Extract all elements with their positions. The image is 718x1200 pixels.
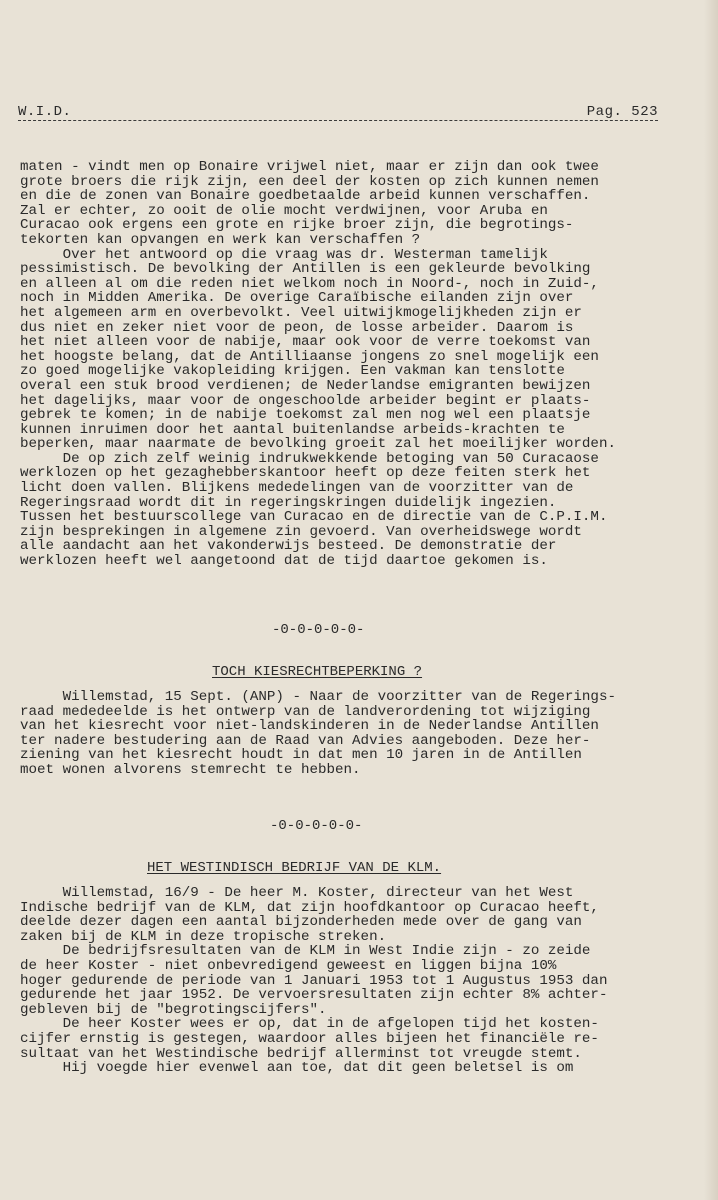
text-line: het dagelijks, maar voor de ongeschoolde arbeider begint er plaats- <box>20 392 591 409</box>
text-line: Regeringsraad wordt dit in regeringskringen duidelijk ingezien. <box>20 494 557 511</box>
page-header <box>18 104 658 120</box>
section-3-body <box>20 886 660 1076</box>
text-line: hoger gedurende de periode van 1 Januari 1953 tot 1 Augustus 1953 dan <box>20 972 608 989</box>
page-edge-shadow <box>704 0 718 1200</box>
text-line: van het kiesrecht voor niet-landskinderen in de Nederlandse Antillen <box>20 718 599 735</box>
separator-2: -0-0-0-0-0- <box>270 818 363 834</box>
text-line: het hoogste belang, dat de Antilliaanse jongens zo snel mogelijk een <box>20 348 599 365</box>
text-line: gedurende het jaar 1952. De vervoersresultaten zijn echter 8% achter- <box>20 987 608 1004</box>
text-line: maten - vindt men op Bonaire vrijwel niet, maar er zijn dan ook twee <box>20 159 599 175</box>
text-line: De op zich zelf weinig indrukwekkende betoging van 50 Curacaose <box>20 450 599 467</box>
text-line: Willemstad, 16/9 - De heer M. Koster, directeur van het West <box>20 885 574 901</box>
text-line: zo goed mogelijke vakopleiding krijgen. Een vakman kan tenslotte <box>20 363 565 380</box>
text-line: en alleen al om die reden niet welkom noch in Noord-, noch in Zuid-, <box>20 275 599 292</box>
text-line: ziening van het kiesrecht houdt in dat men 10 jaren in de Antillen <box>20 747 582 764</box>
text-line: zaken bij de KLM in deze tropische streken. <box>20 928 387 945</box>
text-line: werklozen heeft wel aangetoond dat de tijd daartoe gekomen is. <box>20 553 548 570</box>
text-line: De bedrijfsresultaten van de KLM in West Indie zijn - zo zeide <box>20 943 591 960</box>
section-3-title: HET WESTINDISCH BEDRIJF VAN DE KLM. <box>147 860 442 876</box>
section-1-body <box>20 160 660 569</box>
text-line: Zal er echter, zo ooit de olie mocht verdwijnen, voor Aruba en <box>20 202 548 219</box>
text-line: het algemeen arm en overbevolkt. Veel uitwijkmogelijkheden zijn er <box>20 304 582 321</box>
text-line: licht doen vallen. Blijkens mededelingen van de voorzitter van de <box>20 480 574 497</box>
text-line: grote broers die rijk zijn, een deel der kosten op zich kunnen nemen <box>20 173 599 190</box>
text-line: het niet alleen voor de nabije, maar ook voor de verre toekomst van <box>20 334 591 351</box>
text-line: tekorten kan opvangen en werk kan verschaffen ? <box>20 231 421 248</box>
text-line: Hij voegde hier evenwel aan toe, dat dit geen beletsel is om <box>20 1060 574 1077</box>
text-line: Indische bedrijf van de KLM, dat zijn hoofdkantoor op Curacao heeft, <box>20 899 599 916</box>
header-rule <box>18 120 658 121</box>
text-line: Curacao ook ergens een grote en rijke broer zijn, die begrotings- <box>20 217 574 234</box>
header-left: W.I.D. <box>18 104 72 120</box>
page-number: Pag. 523 <box>586 104 658 120</box>
text-line: noch in Midden Amerika. De overige Caraïbische eilanden zijn over <box>20 290 574 307</box>
text-line: de heer Koster - niet onbevredigend geweest en liggen bijna 10% <box>20 957 557 974</box>
text-line: raad mededeelde is het ontwerp van de landverordening tot wijziging <box>20 703 591 720</box>
text-line: overal een stuk brood verdienen; de Nederlandse emigranten bewijzen <box>20 377 591 394</box>
text-line: ter nadere bestudering aan de Raad van Advies aangeboden. Deze her- <box>20 732 591 749</box>
text-line: dus niet en zeker niet voor de peon, de losse arbeider. Daarom is <box>20 319 574 336</box>
text-line: cijfer ernstig is gestegen, waardoor alles bijeen het financiële re- <box>20 1030 599 1047</box>
text-line: deelde dezer dagen een aantal bijzonderheden mede over de gang van <box>20 914 582 931</box>
section-2-title: TOCH KIESRECHTBEPERKING ? <box>212 664 423 680</box>
text-line: en die de zonen van Bonaire goedbetaalde arbeid kunnen verschaffen. <box>20 188 591 205</box>
text-line: Over het antwoord op die vraag was dr. Westerman tamelijk <box>20 246 548 263</box>
text-line: Tussen het bestuurscollege van Curacao en de directie van de C.P.I.M. <box>20 509 608 526</box>
text-line: Willemstad, 15 Sept. (ANP) - Naar de voorzitter van de Regerings- <box>20 689 616 705</box>
text-line: zijn besprekingen in algemene zin gevoerd. Van overheidswege wordt <box>20 523 582 540</box>
separator-1: -0-0-0-0-0- <box>272 622 365 638</box>
text-line: beperken, maar naarmate de bevolking groeit zal het moeilijker worden. <box>20 436 616 453</box>
text-line: De heer Koster wees er op, dat in de afgelopen tijd het kosten- <box>20 1016 599 1033</box>
text-line: moet wonen alvorens stemrecht te hebben. <box>20 761 361 778</box>
text-line: gebleven bij de "begrotingscijfers". <box>20 1001 327 1018</box>
text-line: sultaat van het Westindische bedrijf allerminst tot vreugde stemt. <box>20 1045 582 1062</box>
section-2-body <box>20 690 660 778</box>
text-line: pessimistisch. De bevolking der Antillen is een gekleurde bevolking <box>20 261 591 278</box>
text-line: gebrek te komen; in de nabije toekomst zal men nog wel een plaatsje <box>20 407 591 424</box>
text-line: werklozen op het gezaghebberskantoor heeft op deze feiten sterk het <box>20 465 591 482</box>
text-line: kunnen inruimen door het aantal buitenlandse arbeids-krachten te <box>20 421 565 438</box>
text-line: alle aandacht aan het vakonderwijs besteed. De demonstratie der <box>20 538 557 555</box>
